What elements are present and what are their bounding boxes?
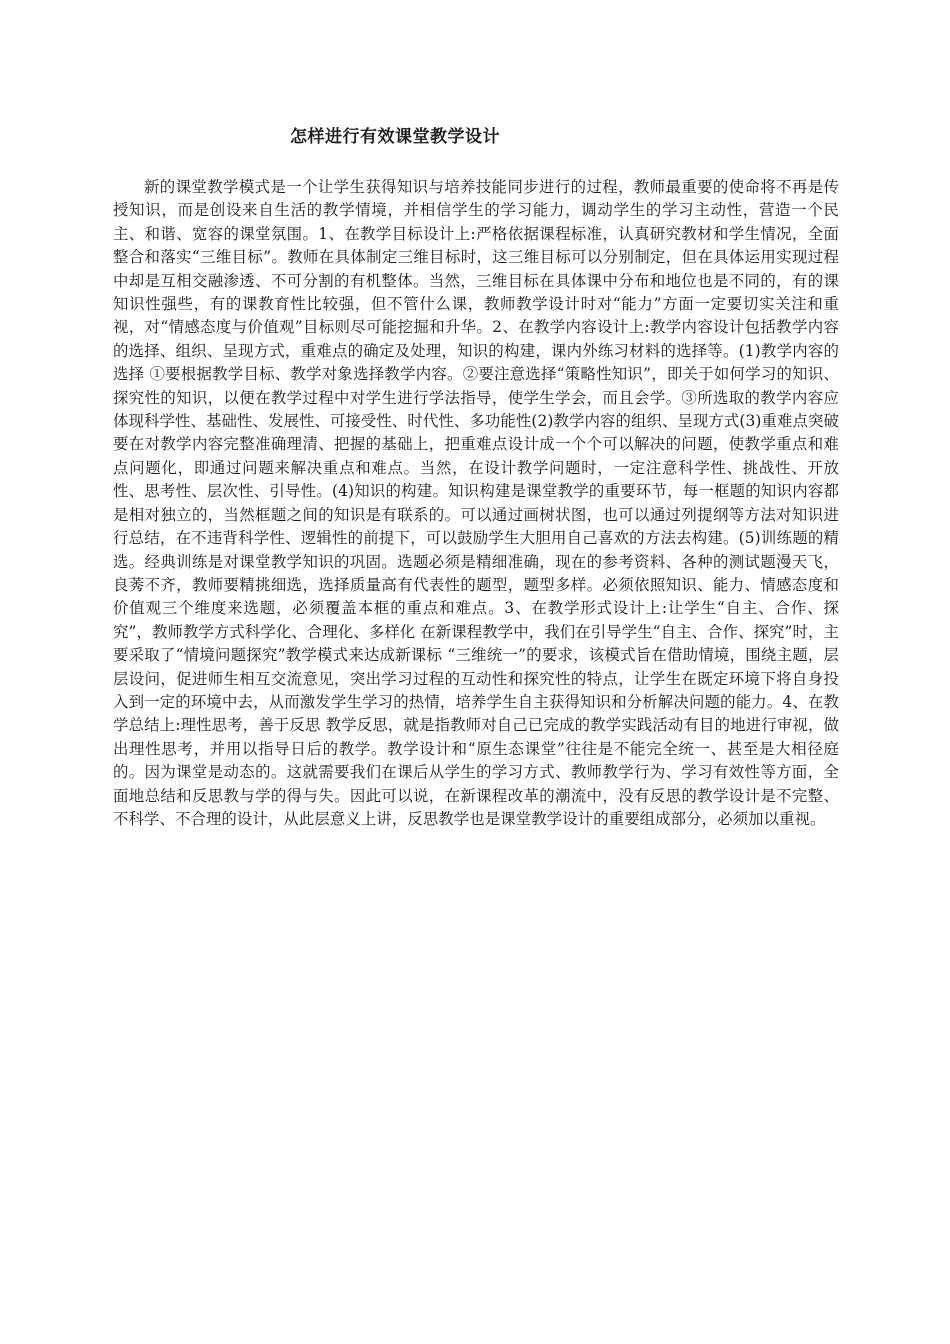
- document-body-paragraph: 新的课堂教学模式是一个让学生获得知识与培养技能同步进行的过程，教师最重要的使命将不再是传授知识，而是创设来自生活的教学情境，并相信学生的学习能力，调动学生的学习主动性，营造一个民主、和谐、宽容的课堂氛围。1、在教学目标设计上:严格依据课程标准，认真研究教材和学生情况，全面整合和落实“三维目标”。教师在具体制定三维目标时，这三维目标可以分别制定，但在具体运用实现过程中却是互相交融渗透、不可分割的有机整体。当然，三维目标在具体课中分布和地位也是不同的，有的课知识性强些，有的课教育性比较强，但不管什么课，教师教学设计时对“能力”方面一定要切实关注和重视，对“情感态度与价值观”目标则尽可能挖掘和升华。2、在教学内容设计上:教学内容设计包括教学内容的选择、组织、呈现方式，重难点的确定及处理，知识的构建，课内外练习材料的选择等。(1)教学内容的选择 ①要根据教学目标、教学对象选择教学内容。②要注意选择“策略性知识”，即关于如何学习的知识、探究性的知识，以便在教学过程中对学生进行学法指导，使学生学会，而且会学。③所选取的教学内容应体现科学性、基础性、发展性、可接受性、时代性、多功能性(2)教学内容的组织、呈现方式(3)重难点突破 要在对教学内容完整准确理清、把握的基础上，把重难点设计成一个个可以解决的问题，使教学重点和难点问题化，即通过问题来解决重点和难点。当然，在设计教学问题时，一定注意科学性、挑战性、开放性、思考性、层次性、引导性。(4)知识的构建。知识构建是课堂教学的重要环节，每一框题的知识内容都是相对独立的，当然框题之间的知识是有联系的。可以通过画树状图，也可以通过列提纲等方法对知识进行总结，在不违背科学性、逻辑性的前提下，可以鼓励学生大胆用自己喜欢的方法去构建。(5)训练题的精选。经典训练是对课堂教学知识的巩固。选题必须是精细准确，现在的参考资料、各种的测试题漫天飞，良莠不齐，教师要精挑细选，选择质量高有代表性的题型，题型多样。必须依照知识、能力、情感态度和价值观三个维度来选题，必须覆盖本框的重点和难点。3、在教学形式设计上:让学生“自主、合作、探究”，教师教学方式科学化、合理化、多样化 在新课程教学中，我们在引导学生“自主、合作、探究”时，主要采取了“情境问题探究”教学模式来达成新课标 “三维统一”的要求，该模式旨在借助情境，围绕主题，层层设问，促进师生相互交流意见，突出学习过程的互动性和探究性的特点，让学生在既定环境下将自身投入到一定的环境中去，从而激发学生学习的热情，培养学生自主获得知识和分析解决问题的能力。4、在教学总结上:理性思考，善于反思 教学反思，就是指教师对自己已完成的教学实践活动有目的地进行审视，做出理性思考，并用以指导日后的教学。教学设计和“原生态课堂”往往是不能完全统一、甚至是大相径庭的。因为课堂是动态的。这就需要我们在课后从学生的学习方式、教师教学行为、学习有效性等方面，全面地总结和反思教与学的得与失。因此可以说，在新课程改革的潮流中，没有反思的教学设计是不完整、不科学、不合理的设计，从此层意义上讲，反思教学也是课堂教学设计的重要组成部分，必须加以重视。: [113, 178, 839, 828]
- document-title: 怎样进行有效课堂教学设计: [290, 127, 500, 147]
